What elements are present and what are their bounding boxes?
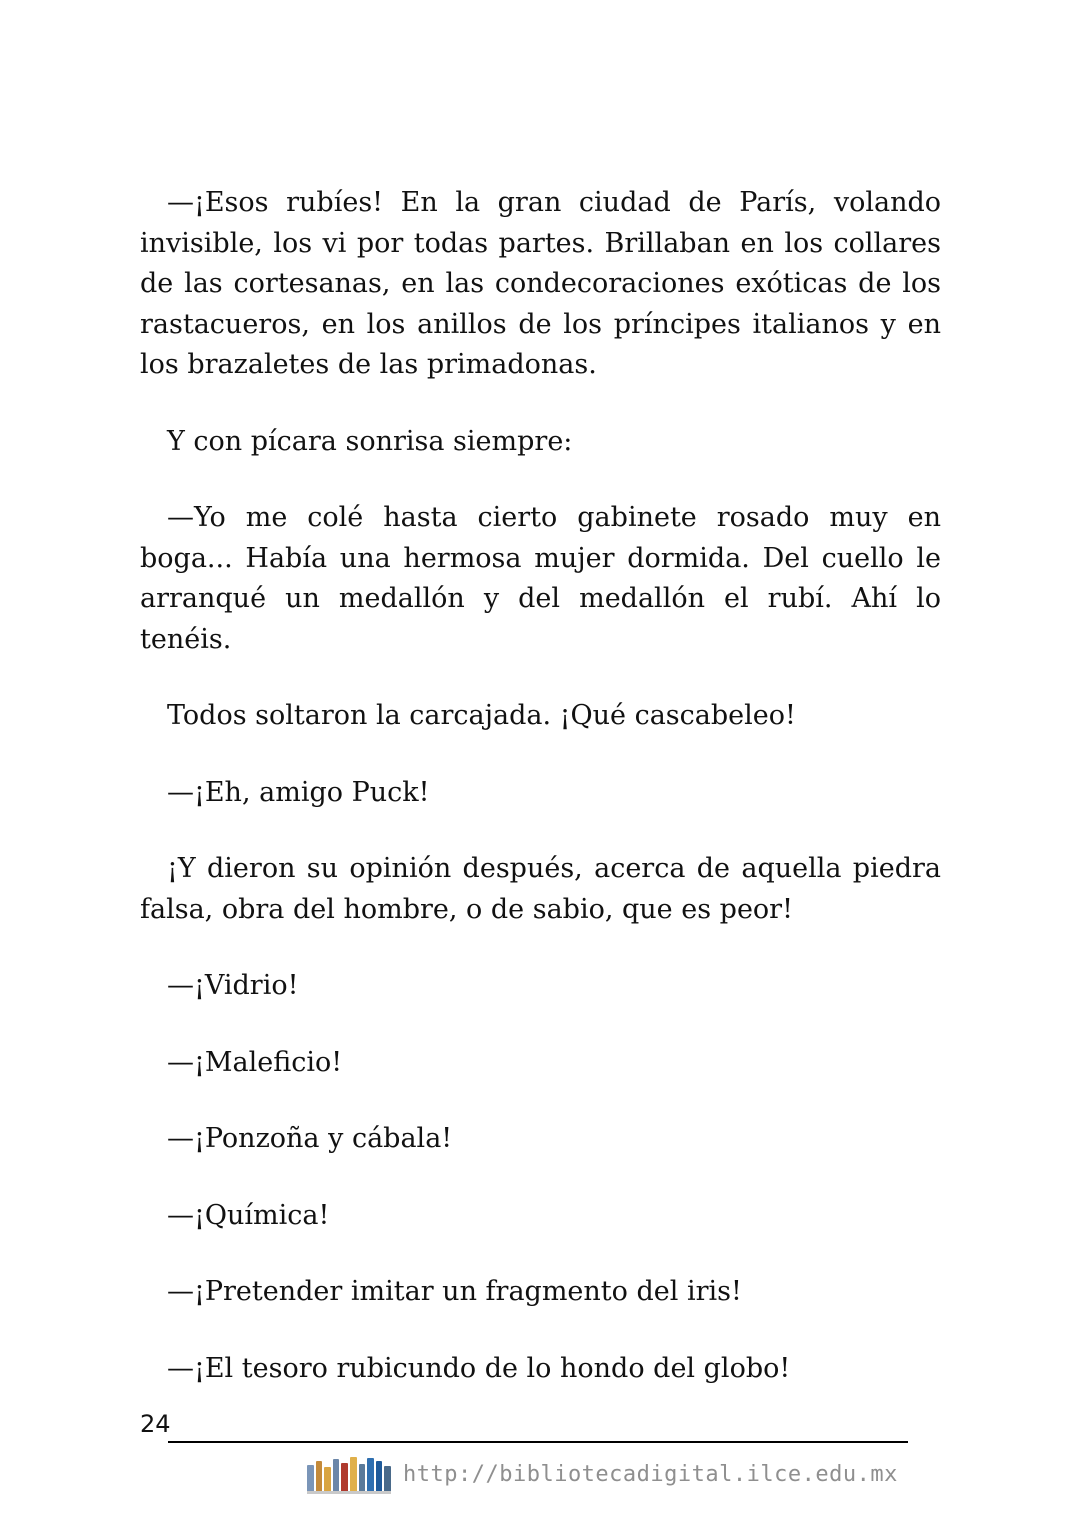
paragraph-maleficio: —¡Maleficio! [167, 1046, 343, 1078]
book-spine [359, 1464, 366, 1491]
book-spine [324, 1467, 331, 1491]
book-spine [333, 1459, 340, 1491]
paragraph-picara-sonrisa: Y con pícara sonrisa siempre: [167, 425, 573, 457]
paragraph-amigo-puck: —¡Eh, amigo Puck! [167, 776, 430, 808]
book-spine [341, 1463, 348, 1491]
paragraph-vidrio: —¡Vidrio! [167, 970, 299, 1001]
footer-divider [168, 1441, 908, 1443]
paragraph-quimica: —¡Química! [167, 1199, 330, 1231]
book-spine [316, 1461, 323, 1491]
page-body [140, 183, 941, 1389]
book-spine [367, 1458, 374, 1491]
book-spine [384, 1466, 391, 1491]
book-spine [307, 1465, 314, 1491]
page-number: 24 [140, 1410, 171, 1438]
paragraph-rubies: —¡Esos rubíes! En la gran ciudad de París, volando invisible, los vi por todas partes. Brillaban en los collares de las cortesanas, en las condecoraciones exóticas de los rastacueros, en los anillos de los príncipes italianos y en los brazaletes de las primadonas. [140, 187, 941, 380]
paragraph-carcajada: Todos soltaron la carcajada. ¡Qué cascabeleo! [167, 700, 796, 731]
paragraph-opinion: ¡Y dieron su opinión después, acerca de aquella piedra falsa, obra del hombre, o de sabio, que es peor! [140, 853, 941, 925]
book-spine [376, 1461, 383, 1491]
paragraph-iris: —¡Pretender imitar un fragmento del iris! [167, 1276, 742, 1307]
paragraph-tesoro: —¡El tesoro rubicundo de lo hondo del globo! [167, 1352, 791, 1384]
footer-url-link[interactable]: http://bibliotecadigital.ilce.edu.mx [403, 1462, 898, 1487]
paragraph-ponzona: —¡Ponzoña y cábala! [167, 1123, 453, 1154]
paragraph-gabinete-rosado: —Yo me colé hasta cierto gabinete rosado muy en boga... Había una hermosa mujer dormida. Del cuello le arranqué un medallón y del medallón el rubí. Ahí lo tenéis. [140, 502, 941, 655]
book-spine [350, 1457, 357, 1491]
books-logo-icon [307, 1453, 391, 1494]
